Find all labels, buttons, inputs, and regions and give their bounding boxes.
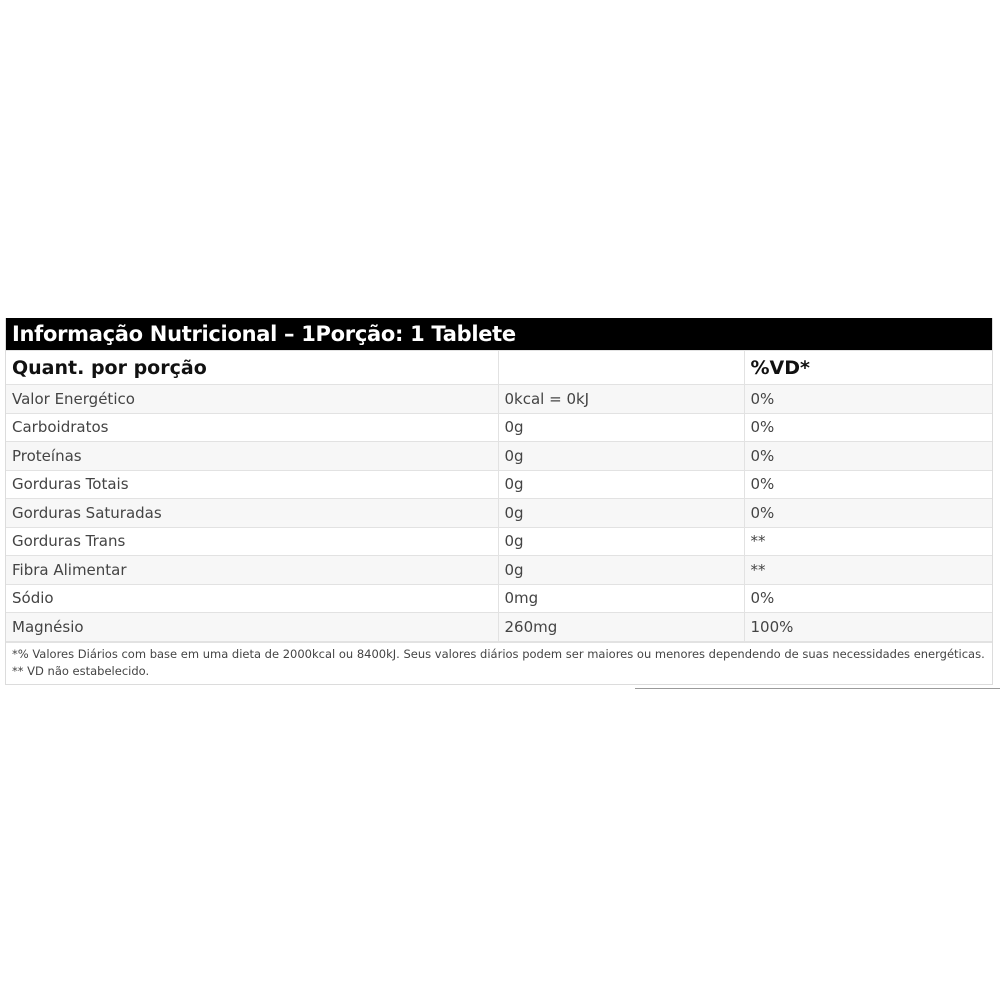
nutrient-name: Proteínas (6, 442, 498, 471)
nutrient-daily-value: 0% (744, 499, 992, 528)
nutrient-amount: 0g (498, 499, 744, 528)
nutrient-name: Gorduras Saturadas (6, 499, 498, 528)
nutrition-facts-panel (5, 318, 993, 685)
divider-line (635, 688, 1000, 689)
nutrient-daily-value: ** (744, 556, 992, 585)
nutrient-amount: 0mg (498, 584, 744, 613)
nutrition-table (6, 350, 992, 642)
nutrient-daily-value: 0% (744, 413, 992, 442)
table-row (6, 584, 992, 613)
nutrient-amount: 0g (498, 413, 744, 442)
daily-value-footnote: *% Valores Diários com base em uma dieta de 2000kcal ou 8400kJ. Seus valores diários podem ser maiores ou menores dependendo de suas necessidades energéticas. ** VD não estabelecido. (6, 642, 992, 684)
nutrient-name: Gorduras Totais (6, 470, 498, 499)
table-row (6, 499, 992, 528)
table-row (6, 613, 992, 642)
nutrient-daily-value: ** (744, 527, 992, 556)
table-row (6, 413, 992, 442)
panel-title: Informação Nutricional – 1Porção: 1 Tablete (6, 318, 992, 350)
table-row (6, 442, 992, 471)
nutrient-daily-value: 0% (744, 584, 992, 613)
table-row (6, 527, 992, 556)
nutrient-name: Gorduras Trans (6, 527, 498, 556)
nutrient-daily-value: 0% (744, 470, 992, 499)
nutrient-amount: 0kcal = 0kJ (498, 385, 744, 414)
nutrient-daily-value: 0% (744, 385, 992, 414)
nutrient-daily-value: 100% (744, 613, 992, 642)
nutrient-name: Magnésio (6, 613, 498, 642)
table-row (6, 556, 992, 585)
nutrient-amount: 0g (498, 442, 744, 471)
table-row (6, 385, 992, 414)
header-quantity-per-serving: Quant. por porção (6, 351, 498, 385)
header-daily-value: %VD* (744, 351, 992, 385)
nutrient-name: Valor Energético (6, 385, 498, 414)
table-header-row (6, 351, 992, 385)
nutrient-amount: 0g (498, 556, 744, 585)
nutrient-amount: 260mg (498, 613, 744, 642)
nutrient-daily-value: 0% (744, 442, 992, 471)
nutrient-name: Carboidratos (6, 413, 498, 442)
nutrient-amount: 0g (498, 527, 744, 556)
nutrient-name: Fibra Alimentar (6, 556, 498, 585)
nutrient-amount: 0g (498, 470, 744, 499)
nutrient-name: Sódio (6, 584, 498, 613)
header-amount (498, 351, 744, 385)
table-row (6, 470, 992, 499)
